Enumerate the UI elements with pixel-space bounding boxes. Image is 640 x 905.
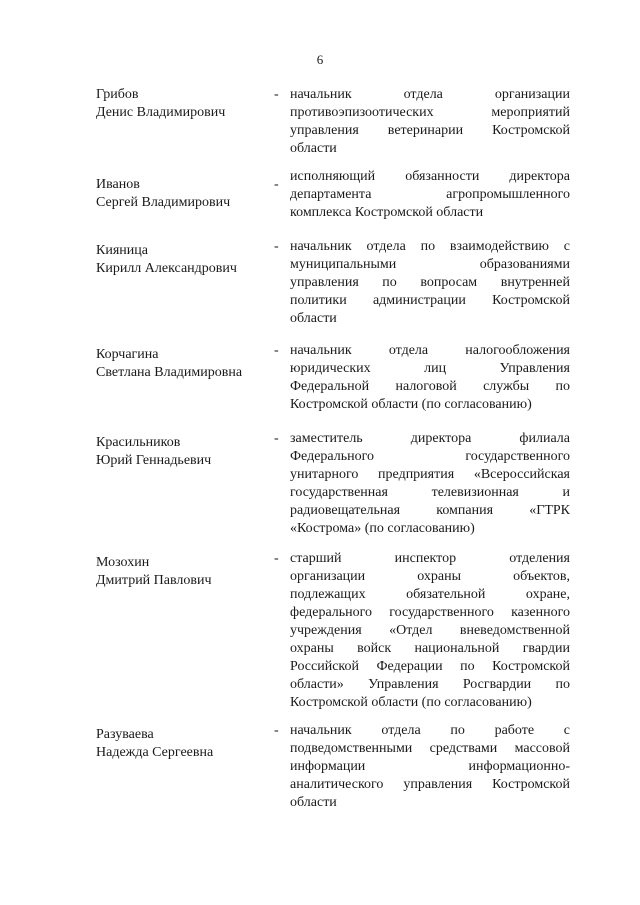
position-line: области bbox=[290, 795, 337, 810]
position-line: области bbox=[290, 141, 337, 156]
member-name bbox=[96, 434, 271, 470]
member-name bbox=[96, 86, 271, 122]
dash-separator: - bbox=[274, 723, 279, 738]
position-line: управления по вопросам внутренней bbox=[290, 275, 570, 290]
position-line: подлежащих обязательной охране, bbox=[290, 587, 570, 602]
member-name bbox=[96, 242, 271, 278]
position-line: «Кострома» (по согласованию) bbox=[290, 521, 475, 536]
member-given-names: Надежда Сергеевна bbox=[96, 745, 214, 760]
position-line: начальник отдела налогообложения bbox=[290, 343, 570, 358]
member-name bbox=[96, 346, 271, 382]
position-line: области bbox=[290, 311, 337, 326]
member-name bbox=[96, 554, 271, 590]
member-surname: Иванов bbox=[96, 177, 140, 192]
member-name bbox=[96, 176, 271, 212]
page-number: 6 bbox=[316, 52, 324, 67]
member-given-names: Сергей Владимирович bbox=[96, 195, 231, 210]
position-line: радиовещательная компания «ГТРК bbox=[290, 503, 570, 518]
position-line: начальник отдела по работе с bbox=[290, 723, 570, 738]
position-line: аналитического управления Костромской bbox=[290, 777, 570, 792]
member-position bbox=[290, 722, 570, 812]
member-surname: Мозохин bbox=[96, 555, 150, 570]
position-line: Федерального государственного bbox=[290, 449, 570, 464]
position-line: комплекса Костромской области bbox=[290, 205, 484, 220]
dash-separator: - bbox=[274, 431, 279, 446]
position-line: муниципальными образованиями bbox=[290, 257, 570, 272]
position-line: начальник отдела организации bbox=[290, 87, 570, 102]
member-position bbox=[290, 168, 570, 222]
dash-separator: - bbox=[274, 343, 279, 358]
member-surname: Корчагина bbox=[96, 347, 159, 362]
position-line: начальник отдела по взаимодействию с bbox=[290, 239, 570, 254]
position-line: охраны войск национальной гвардии bbox=[290, 641, 570, 656]
position-line: информации информационно- bbox=[290, 759, 570, 774]
position-line: Костромской области (по согласованию) bbox=[290, 695, 532, 710]
position-line: старший инспектор отделения bbox=[290, 551, 570, 566]
member-given-names: Юрий Геннадьевич bbox=[96, 453, 212, 468]
position-line: унитарного предприятия «Всероссийская bbox=[290, 467, 570, 482]
member-position bbox=[290, 342, 570, 414]
member-given-names: Кирилл Александрович bbox=[96, 261, 237, 276]
position-line: области» Управления Росгвардии по bbox=[290, 677, 570, 692]
position-line: департамента агропромышленного bbox=[290, 187, 570, 202]
member-position bbox=[290, 238, 570, 328]
dash-separator: - bbox=[274, 177, 279, 192]
position-line: Костромской области (по согласованию) bbox=[290, 397, 532, 412]
position-line: подведомственными средствами массовой bbox=[290, 741, 570, 756]
member-given-names: Светлана Владимировна bbox=[96, 365, 243, 380]
member-position bbox=[290, 550, 570, 712]
member-position bbox=[290, 430, 570, 538]
member-given-names: Денис Владимирович bbox=[96, 105, 226, 120]
member-surname: Разуваева bbox=[96, 727, 154, 742]
member-position bbox=[290, 86, 570, 158]
dash-separator: - bbox=[274, 87, 279, 102]
position-line: управления ветеринарии Костромской bbox=[290, 123, 570, 138]
member-surname: Кияница bbox=[96, 243, 148, 258]
dash-separator: - bbox=[274, 239, 279, 254]
position-line: политики администрации Костромской bbox=[290, 293, 570, 308]
position-line: государственная телевизионная и bbox=[290, 485, 570, 500]
member-surname: Красильников bbox=[96, 435, 181, 450]
position-line: исполняющий обязанности директора bbox=[290, 169, 570, 184]
position-line: заместитель директора филиала bbox=[290, 431, 570, 446]
position-line: организации охраны объектов, bbox=[290, 569, 570, 584]
dash-separator: - bbox=[274, 551, 279, 566]
position-line: противоэпизоотических мероприятий bbox=[290, 105, 570, 120]
position-line: федерального государственного казенного bbox=[290, 605, 570, 620]
position-line: Российской Федерации по Костромской bbox=[290, 659, 570, 674]
member-name bbox=[96, 726, 271, 762]
position-line: Федеральной налоговой службы по bbox=[290, 379, 570, 394]
position-line: учреждения «Отдел вневедомственной bbox=[290, 623, 570, 638]
member-given-names: Дмитрий Павлович bbox=[96, 573, 212, 588]
member-surname: Грибов bbox=[96, 87, 139, 102]
position-line: юридических лиц Управления bbox=[290, 361, 570, 376]
